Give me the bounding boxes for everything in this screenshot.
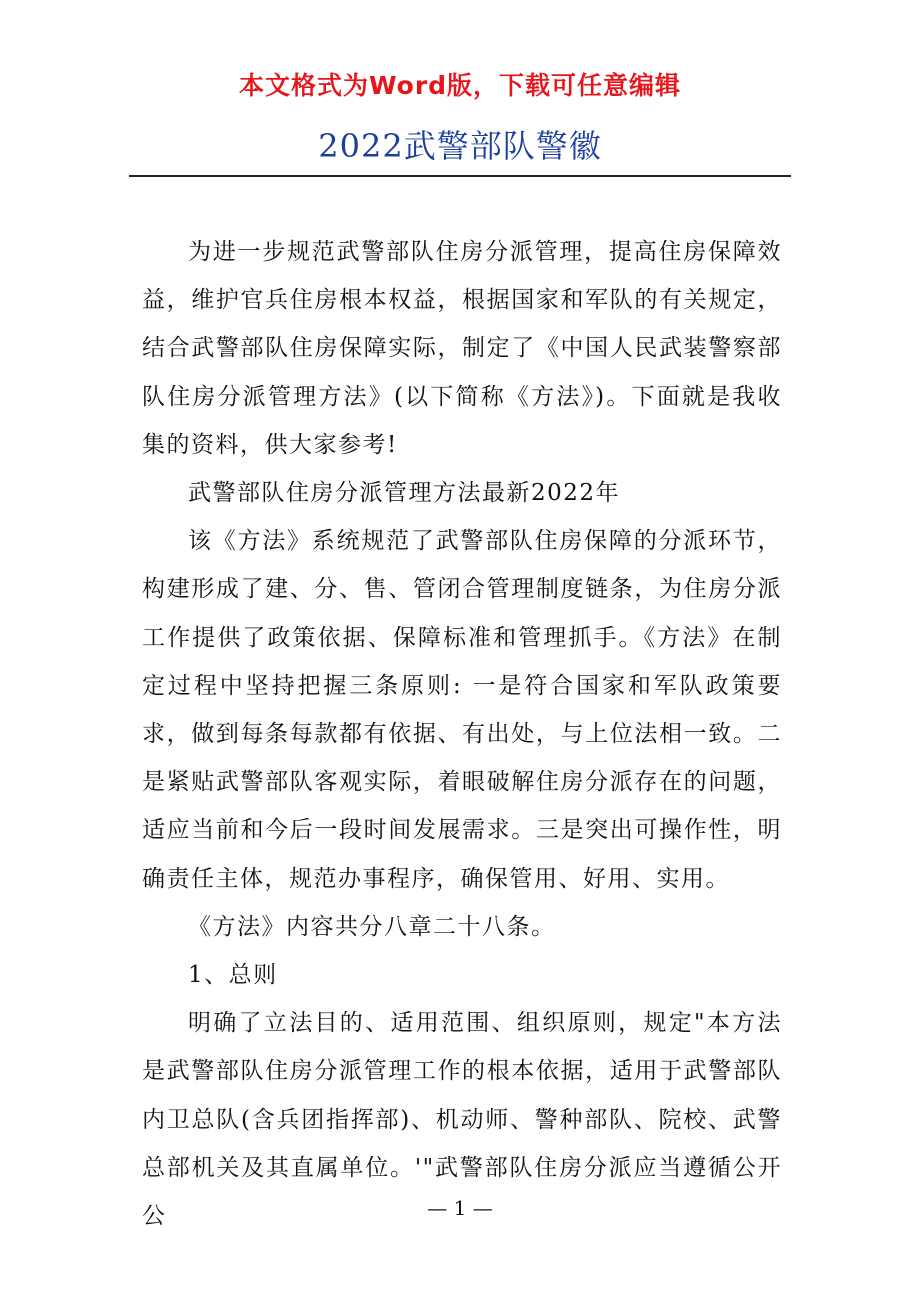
title-divider	[129, 175, 791, 177]
page-number: — 1 —	[427, 1196, 493, 1220]
paragraph-section-heading: 1、总则	[188, 962, 278, 989]
paragraph-chapter-count: 《方法》内容共分八章二十八条。	[188, 913, 556, 940]
document-title: 2022武警部队警徽	[318, 127, 602, 165]
paragraph-intro: 为进一步规范武警部队住房分派管理，提高住房保障效益，维护官兵住房根本权益，根据国家和军队的有关规定，结合武警部队住房保障实际，制定了《中国人民武装警察部队住房分派管理方法》(以下简称《方法》)。下面就是我收集的资料，供大家参考!	[142, 239, 782, 458]
document-body	[142, 228, 782, 1240]
paragraph-general-provisions: 明确了立法目的、适用范围、组织原则，规定"本方法是武警部队住房分派管理工作的根本依据，适用于武警部队内卫总队(含兵团指挥部)、机动师、警种部队、院校、武警总部机关及其直属单位。'"武警部队住房分派应当遵循公开公	[142, 1010, 782, 1230]
download-banner: 本文格式为Word版，下载可任意编辑	[238, 71, 682, 100]
paragraph-subheading: 武警部队住房分派管理方法最新2022年	[188, 480, 621, 507]
paragraph-method-overview: 该《方法》系统规范了武警部队住房保障的分派环节，构建形成了建、分、售、管闭合管理制度链条，为住房分派工作提供了政策依据、保障标准和管理抓手。《方法》在制定过程中坚持把握三条原则: 一是符合国家和军队政策要求，做到每条每款都有依据、有出处，与上位法相一致。二是紧贴武警部队客观实际，着眼破解住房分派存在的问题，适应当前和今后一段时间发展需求。三是突出可操作性，明确责任主体，规范办事程序，确保管用、好用、实用。	[142, 528, 782, 892]
